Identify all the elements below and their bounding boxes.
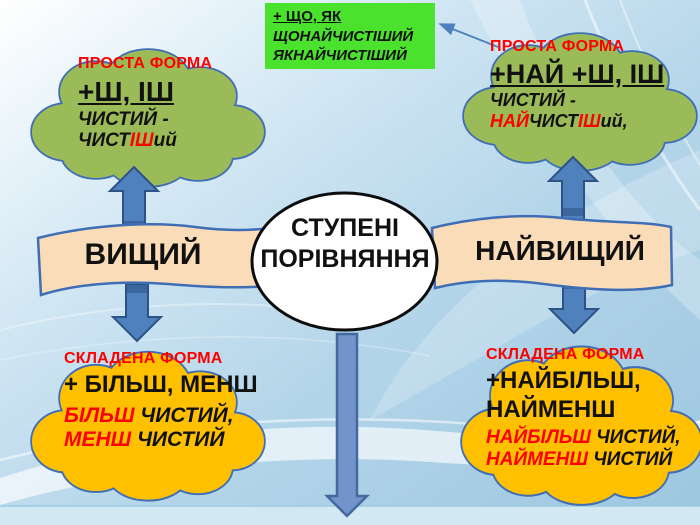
page-title [252,213,438,276]
note-example: ЯКНАЙЧИСТІШИЙ [273,47,407,64]
cloud-rule: + БІЛЬШ, МЕНШ [64,371,258,399]
example-part-red: ІШ [129,130,154,152]
cloud-bottom-left-text [64,350,258,452]
cloud-rule: +Ш, ІШ [78,76,174,108]
example-part: ЧИСТИЙ, [590,427,681,449]
example-part-red: МЕНШ [64,427,132,451]
cloud-example [64,404,258,428]
example-part: ЧИСТИЙ [131,427,225,451]
cloud-heading: ПРОСТА ФОРМА [490,38,625,55]
cloud-top-right-text [490,38,664,132]
banner-right-label: НАЙВИЩИЙ [475,235,645,266]
cloud-top-left-text [78,55,212,152]
cloud-rule: +НАЙ +Ш, ІШ [490,59,665,90]
example-part: ЧИСТИЙ, [134,403,234,427]
cloud-example: ЧИСТИЙ - [78,108,169,130]
cloud-rule: +НАЙБІЛЬШ, [486,367,641,395]
cloud-heading: СКЛАДЕНА ФОРМА [486,346,645,363]
title-line: СТУПЕНІ [291,214,399,242]
note-box [265,3,435,69]
example-part-red: НАЙМЕНШ [486,448,588,470]
cloud-example [78,130,212,152]
cloud-example [490,111,664,132]
cloud-example [486,449,681,471]
example-part-red: БІЛЬШ [64,403,135,427]
example-part: ий, [600,111,628,132]
note-example: ЩОНАЙЧИСТІШИЙ [273,27,414,45]
example-part-red: ІШ [577,111,601,132]
example-part-red: НАЙ [490,111,529,132]
cloud-heading: ПРОСТА ФОРМА [78,55,213,72]
banner-left-label: ВИЩИЙ [84,238,202,271]
cloud-example: ЧИСТИЙ - [490,90,576,111]
cloud-example [64,428,258,452]
example-part: ий [153,130,177,152]
note-title: + ЩО, ЯК [273,8,342,25]
example-part-red: НАЙБІЛЬШ [486,427,591,449]
cloud-bottom-right-text [486,346,681,471]
example-part: ЧИСТ [528,111,578,132]
cloud-example [486,427,681,449]
example-part: ЧИСТИЙ [587,448,673,470]
title-line: ПОРІВНЯННЯ [260,245,430,274]
example-part: ЧИСТ [78,130,130,152]
cloud-heading: СКЛАДЕНА ФОРМА [64,350,223,367]
cloud-rule: НАЙМЕНШ [486,395,616,423]
